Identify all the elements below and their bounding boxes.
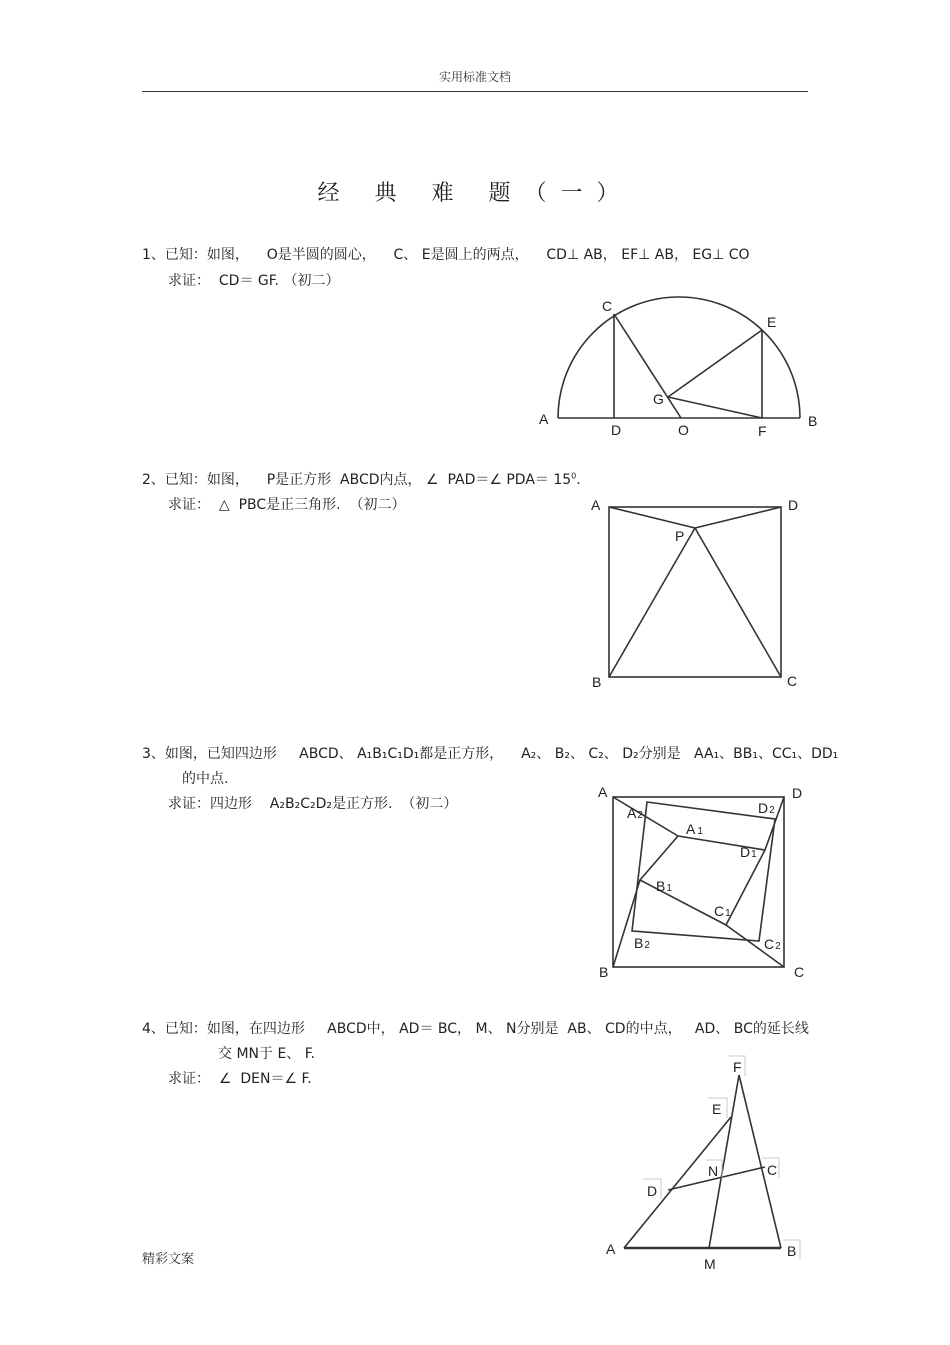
label-b: B <box>592 674 602 690</box>
label-n: N <box>708 1163 719 1179</box>
figure-2-square <box>585 495 805 695</box>
label-a2: A2 <box>627 805 643 821</box>
label-c: C <box>602 298 613 314</box>
label-c: C <box>787 673 798 689</box>
label-g: G <box>653 391 664 407</box>
problem-4-statement: 4、已知：如图，在四边形 ABCD中， AD＝ BC， M、 N分别是 AB、 CD的中点， AD、 BC的延长线 <box>142 1021 809 1037</box>
label-d1: D1 <box>740 844 757 860</box>
label-d: D <box>611 422 622 438</box>
segment-pb <box>609 528 695 677</box>
segment-pc <box>695 528 781 677</box>
label-b: B <box>787 1243 797 1259</box>
square-abcd <box>609 507 781 677</box>
page-title: 经 典 难 题（一） <box>317 181 633 206</box>
label-c: C <box>767 1162 778 1178</box>
segment-co <box>614 314 681 418</box>
label-d2: D2 <box>758 800 775 816</box>
label-b: B <box>808 413 818 429</box>
problem-2-text: 2、已知：如图， P是正方形 ABCD内点， ∠ PAD＝∠ PDA＝ 15 <box>142 472 572 488</box>
label-e: E <box>712 1101 722 1117</box>
label-c2: C2 <box>764 936 781 952</box>
page-header: 实用标准文档 <box>438 70 511 84</box>
problem-4-statement-cont: 交 MN于 E、 F. <box>218 1046 316 1062</box>
label-a: A <box>539 411 549 427</box>
label-a: A <box>598 784 608 800</box>
label-f: F <box>733 1059 742 1075</box>
problem-3-goal: 求证：四边形 A₂B₂C₂D₂是正方形. （初二） <box>168 796 458 812</box>
label-a: A <box>606 1241 616 1257</box>
problem-1-goal: 求证： CD＝ GF. （初二） <box>168 273 340 289</box>
label-b: B <box>599 964 609 980</box>
label-c1: C1 <box>714 903 731 919</box>
page-footer: 精彩文案 <box>142 1252 195 1267</box>
segment-bb1 <box>613 880 640 967</box>
problem-3-statement-cont: 的中点. <box>182 771 229 787</box>
segment-ad-extended <box>624 1117 731 1248</box>
label-f: F <box>758 423 767 439</box>
label-d: D <box>647 1183 658 1199</box>
segment-eg <box>668 330 762 397</box>
problem-1-statement: 1、已知：如图， O是半圆的圆心， C、 E是圆上的两点， CD⊥ AB， EF⊥ AB， EG⊥ CO <box>142 247 750 263</box>
problem-3-statement: 3、如图，已知四边形 ABCD、 A₁B₁C₁D₁都是正方形， A₂、 B₂、 C₂、 D₂分别是 AA₁、BB₁、CC₁、DD₁ <box>142 746 839 762</box>
label-c: C <box>794 964 805 980</box>
label-e: E <box>767 314 777 330</box>
label-d: D <box>788 497 799 513</box>
label-d: D <box>792 785 803 801</box>
problem-2-period: . <box>576 472 581 488</box>
label-m: M <box>704 1256 716 1272</box>
degree-mark: 0 <box>571 471 577 481</box>
problem-2-statement <box>142 469 581 489</box>
label-a1: A 1 <box>686 821 703 837</box>
label-a: A <box>591 497 601 513</box>
problem-2-goal: 求证： △ PBC是正三角形. （初二） <box>168 497 406 513</box>
label-o: O <box>678 422 689 438</box>
problem-4-goal: 求证： ∠ DEN＝∠ F. <box>168 1071 312 1087</box>
figure-4-quadrilateral <box>595 1050 815 1275</box>
segment-pd <box>695 507 781 528</box>
label-b2: B2 <box>634 935 650 951</box>
figure-1-semicircle <box>530 290 830 450</box>
segment-aa1 <box>613 797 678 836</box>
segment-gf <box>668 397 762 418</box>
header-rule <box>142 91 808 92</box>
label-b1: B1 <box>656 878 672 894</box>
figure-3-squares <box>590 780 815 985</box>
label-p: P <box>675 528 685 544</box>
segment-pa <box>609 507 695 528</box>
